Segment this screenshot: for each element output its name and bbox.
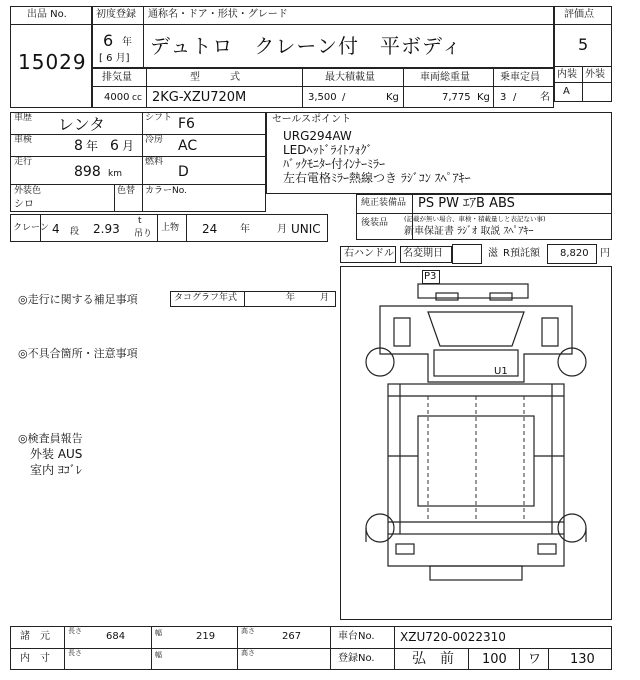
inspection-label: 車検: [14, 135, 33, 145]
length-value: 684: [106, 631, 126, 642]
truck-diagram: [340, 266, 612, 620]
mileage-unit: km: [108, 169, 122, 179]
history-label: 車歴: [14, 113, 33, 123]
rear-left-wheel: [366, 514, 394, 542]
interior-height-label: 高さ: [241, 649, 255, 657]
model-name: デュトロ クレーン付 平ボディ: [150, 34, 463, 58]
tachograph-year-unit: 年: [286, 293, 296, 303]
inspection-month-unit: 月: [122, 139, 135, 153]
sales-point-1: URG294AW: [283, 129, 352, 143]
specs-box: [10, 112, 266, 212]
crane-maker: UNIC: [291, 222, 321, 236]
interior-grade-label: 内装: [557, 69, 577, 80]
grade-label: 評価点: [564, 9, 594, 20]
width-label: 幅: [155, 629, 162, 637]
dims-label: 諸 元: [20, 631, 50, 642]
tachograph-label: タコグラフ年式: [174, 293, 238, 303]
crane-capacity: 2.93: [93, 222, 120, 236]
max-load-value: 3,500: [308, 92, 337, 103]
deposit-value: 8,820: [560, 248, 589, 259]
gross-weight-value: 7,775: [442, 92, 471, 103]
inspection-year: 8: [74, 138, 83, 154]
displacement-label: 排気量: [102, 72, 132, 83]
width-value: 219: [196, 631, 216, 642]
reg-number: 130: [570, 652, 595, 667]
ac-label: 冷房: [145, 135, 164, 145]
mileage-label: 走行: [14, 157, 33, 167]
crane-month-unit: 月: [277, 224, 287, 235]
inspection-year-unit: 年: [86, 139, 99, 153]
sales-point-4: 左右電格ﾐﾗｰ熱線つき ﾗｼﾞｺﾝ ｽﾍﾟｱｷｰ: [283, 171, 471, 185]
fuel-value: D: [178, 164, 189, 180]
max-load-sep: /: [342, 92, 346, 103]
mark-u1: U1: [494, 366, 508, 377]
fuel-label: 燃料: [145, 157, 164, 167]
crane-stage-unit: 段: [70, 227, 80, 237]
chassis-value: XZU720-0022310: [400, 630, 506, 644]
crane-stage: 4: [52, 222, 60, 236]
shift-value: F6: [178, 116, 195, 132]
capacity-sep: /: [513, 92, 517, 103]
lot-label: 出品 No.: [27, 9, 67, 20]
displacement-value: 4000: [104, 92, 130, 103]
capacity-label: 乗車定員: [500, 72, 540, 83]
name-change-label: 名変期日: [403, 248, 443, 259]
ext-color-label: 外装色: [14, 186, 42, 196]
history-value: レンタ: [58, 115, 105, 134]
capacity-unit: 名: [540, 92, 550, 103]
grade-value: 5: [578, 35, 589, 54]
ac-value: AC: [178, 138, 198, 154]
crane-capacity-unit-top: t: [138, 216, 142, 226]
sales-point-3: ﾊﾞｯｸﾓﾆﾀｰ付ｲﾝﾅｰﾐﾗｰ: [283, 157, 386, 171]
color-change-label: 色替: [117, 186, 136, 196]
driving-notes-label: ◎走行に関する補足事項: [18, 293, 138, 306]
interior-grade: A: [563, 86, 570, 97]
lot-number: 15029: [18, 50, 87, 74]
mileage-value: 898: [74, 164, 101, 180]
first-reg-label: 初度登録: [96, 9, 136, 20]
crane-year: 24: [202, 222, 218, 236]
height-value: 267: [282, 631, 302, 642]
sales-points-label: セールスポイント: [272, 114, 352, 125]
inspector-label: ◎検査員報告: [18, 432, 83, 445]
model-label: 通称名・ドア・形状・グレード: [148, 9, 288, 20]
ext-color-value: シロ: [14, 199, 34, 210]
chassis-label: 車台No.: [338, 631, 375, 642]
first-reg-year-unit: 年: [122, 37, 132, 48]
defects-label: ◎不具合箇所・注意事項: [18, 347, 138, 360]
rear-right-wheel: [558, 514, 586, 542]
gross-weight-label: 車両総重量: [420, 72, 470, 83]
shift-label: シフト: [145, 113, 173, 123]
max-load-label: 最大積載量: [325, 72, 375, 83]
capacity-value: 3: [500, 92, 507, 103]
deposit-prefix: 滋: [488, 248, 498, 259]
aftermarket-label: 後装品: [361, 218, 389, 228]
exterior-grade-label: 外装: [585, 69, 605, 80]
aftermarket-note: (記載が無い場合、車検・積載量しと表記ない事): [404, 215, 546, 223]
interior-length-label: 長さ: [68, 649, 82, 657]
deposit-unit: 円: [600, 248, 610, 259]
tachograph-month-unit: 月: [320, 293, 330, 303]
first-reg-year: 6: [103, 31, 114, 50]
inspection-month: 6: [110, 138, 119, 154]
crane-year-unit: 年: [240, 224, 250, 235]
reg-label: 登録No.: [338, 653, 375, 664]
first-reg-month: [ 6 月]: [99, 53, 130, 64]
crane-label: クレーン: [13, 223, 49, 233]
crane-pos-label: 上物: [161, 223, 180, 233]
deposit-label: R預託額: [503, 248, 540, 259]
oem-label: 純正装備品: [361, 198, 407, 208]
sales-point-2: LEDﾍｯﾄﾞﾗｲﾄﾌｫｸﾞ: [283, 143, 373, 157]
inspector-line-2: 室内 ﾖｺﾞﾚ: [30, 463, 82, 477]
oem-value: PS PW ｴｱB ABS: [418, 196, 515, 211]
type-label: 型 式: [190, 72, 240, 83]
type-value: 2KG-XZU720M: [152, 90, 247, 105]
reg-kana: ワ: [528, 652, 542, 667]
crane-capacity-unit-bottom: 吊り: [134, 229, 153, 239]
length-label: 長さ: [68, 627, 82, 635]
handle-value: 右ハンドル: [344, 248, 394, 259]
inspector-line-1: 外装 AUS: [30, 447, 83, 461]
interior-dims-label: 内 寸: [20, 653, 50, 664]
reg-office: 弘 前: [412, 651, 454, 667]
windshield-outline: [428, 312, 524, 346]
max-load-unit: Kg: [386, 92, 399, 103]
mark-p3: P3: [424, 271, 437, 282]
displacement-unit: cc: [132, 93, 142, 103]
cab-outline: [380, 306, 572, 382]
gross-weight-unit: Kg: [477, 92, 490, 103]
color-code-label: カラーNo.: [145, 186, 187, 196]
name-change-value-box: [452, 244, 482, 264]
interior-width-label: 幅: [155, 651, 162, 659]
height-label: 高さ: [241, 627, 255, 635]
aftermarket-value: 新車保証書 ﾗｼﾞｵ 取説 ｽﾍﾟｱｷｰ: [404, 226, 534, 237]
reg-class: 100: [482, 652, 507, 667]
